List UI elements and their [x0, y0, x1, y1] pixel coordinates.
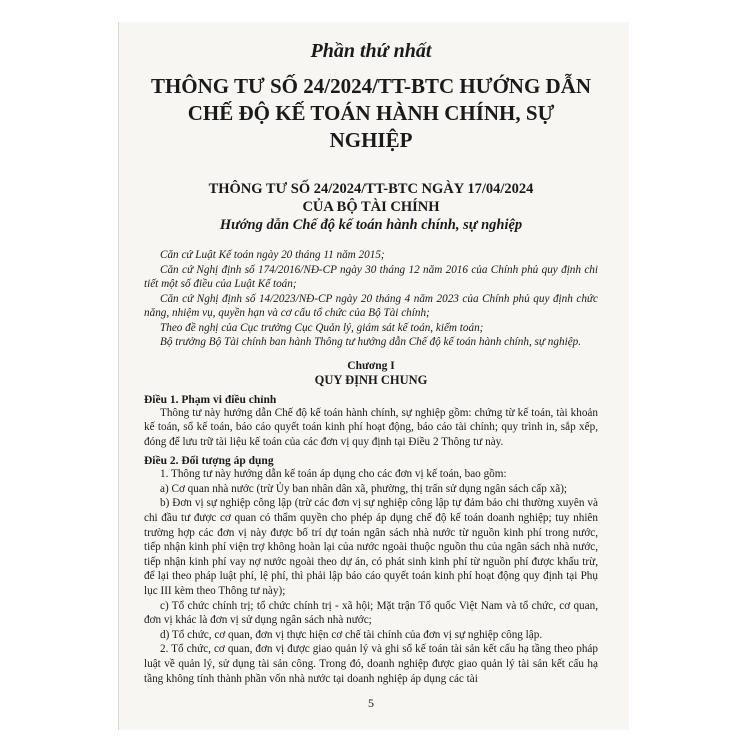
page-number: 5 — [368, 696, 374, 710]
main-title — [144, 73, 598, 154]
legal-basis-item: Bộ trưởng Bộ Tài chính ban hành Thông tư hướng dẫn Chế độ kế toán hành chính, sự nghiệp. — [160, 336, 582, 348]
paragraph: 1. Thông tư này hướng dẫn kế toán áp dụng cho các đơn vị kế toán, bao gồm: — [160, 468, 507, 481]
document-heading-line: THÔNG TƯ SỐ 24/2024/TT-BTC NGÀY 17/04/2024 — [208, 181, 534, 197]
document-heading-line: CỦA BỘ TÀI CHÍNH — [302, 199, 440, 215]
article-2-body — [144, 467, 598, 686]
article-1-title: Điều 1. Phạm vi điều chỉnh — [144, 393, 277, 406]
legal-basis-item: Theo đề nghị của Cục trưởng Cục Quản lý, giám sát kế toán, kiểm toán; — [160, 321, 484, 334]
chapter-name: QUY ĐỊNH CHUNG — [314, 372, 428, 387]
part-title: Phần thứ nhất — [310, 40, 432, 62]
legal-basis — [144, 248, 598, 350]
article-2-title: Điều 2. Đối tượng áp dụng — [144, 455, 274, 468]
page-content — [144, 40, 598, 710]
legal-basis-item: Căn cứ Nghị định số 174/2016/NĐ-CP ngày 30 tháng 12 năm 2016 của Chính phủ quy định chi tiết một số điều của Luật Kế toán; — [144, 263, 598, 290]
paragraph: 2. Tổ chức, cơ quan, đơn vị được giao quản lý và ghi sổ kế toán tài sản kết cấu hạ tầng theo pháp luật về quản lý, sử dụng tài sản công. Trong đó, doanh nghiệp được giao quản lý tài sản kết cấu hạ tầng không tính thành phần vốn nhà nước tại doanh nghiệp áp dụng các tài — [144, 643, 598, 685]
legal-basis-item: Căn cứ Nghị định số 14/2023/NĐ-CP ngày 20 tháng 4 năm 2023 của Chính phủ quy định chức năng, nhiệm vụ, quyền hạn và cơ cấu tổ chức của Bộ Tài chính; — [144, 292, 598, 319]
main-title-line: CHẾ ĐỘ KẾ TOÁN HÀNH CHÍNH, SỰ NGHIỆP — [187, 101, 555, 152]
article-1-body — [144, 406, 598, 450]
paragraph: d) Tổ chức, cơ quan, đơn vị thực hiện cơ chế tài chính của đơn vị sự nghiệp công lập. — [160, 628, 543, 641]
paragraph: Thông tư này hướng dẫn Chế độ kế toán hành chính, sự nghiệp gồm: chứng từ kế toán, tài khoản kế toán, sổ kế toán, báo cáo quyết toán kinh phí hoạt động, báo cáo tài chính; quy trình in, sắp xếp, đóng để lưu trữ tài liệu kế toán của các đơn vị quy định tại Điều 2 Thông tư này. — [144, 406, 598, 448]
document-heading — [144, 180, 598, 234]
paragraph: b) Đơn vị sự nghiệp công lập (trừ các đơn vị sự nghiệp công lập tự đảm bảo chi thường xuyên và chi đầu tư được cơ quan có thẩm quyền cho phép áp dụng chế độ kế toán doanh nghiệp; tuy nhiên trường hợp các đơn vị này được bố trí dự toán ngân sách nhà nước từ nguồn kinh phí trong nước, tiếp nhận kinh phí viện trợ không hoàn lại của nước ngoài thuộc nguồn thu của ngân sách nhà nước, tiếp nhận kinh phí vay nợ nước ngoài theo dự án, có phát sinh kinh phí từ nguồn phí được khấu trừ, để lại theo pháp luật phí, lệ phí, thì phải lập báo cáo quyết toán kinh phí hoạt động quy định tại Phụ lục III kèm theo Thông tư này); — [144, 497, 598, 598]
chapter-label: Chương I — [347, 359, 395, 372]
document-subheading: Hướng dẫn Chế độ kế toán hành chính, sự nghiệp — [219, 217, 523, 233]
paragraph: c) Tổ chức chính trị; tổ chức chính trị - xã hội; Mặt trận Tổ quốc Việt Nam và tổ chức, cơ quan, đơn vị khác là đơn vị sử dụng ngân sách nhà nước; — [144, 599, 598, 627]
legal-basis-item: Căn cứ Luật Kế toán ngày 20 tháng 11 năm 2015; — [160, 249, 385, 261]
main-title-line: THÔNG TƯ SỐ 24/2024/TT-BTC HƯỚNG DẪN — [150, 74, 592, 98]
paragraph: a) Cơ quan nhà nước (trừ Ủy ban nhân dân xã, phường, thị trấn sử dụng ngân sách cấp xã); — [160, 482, 568, 495]
